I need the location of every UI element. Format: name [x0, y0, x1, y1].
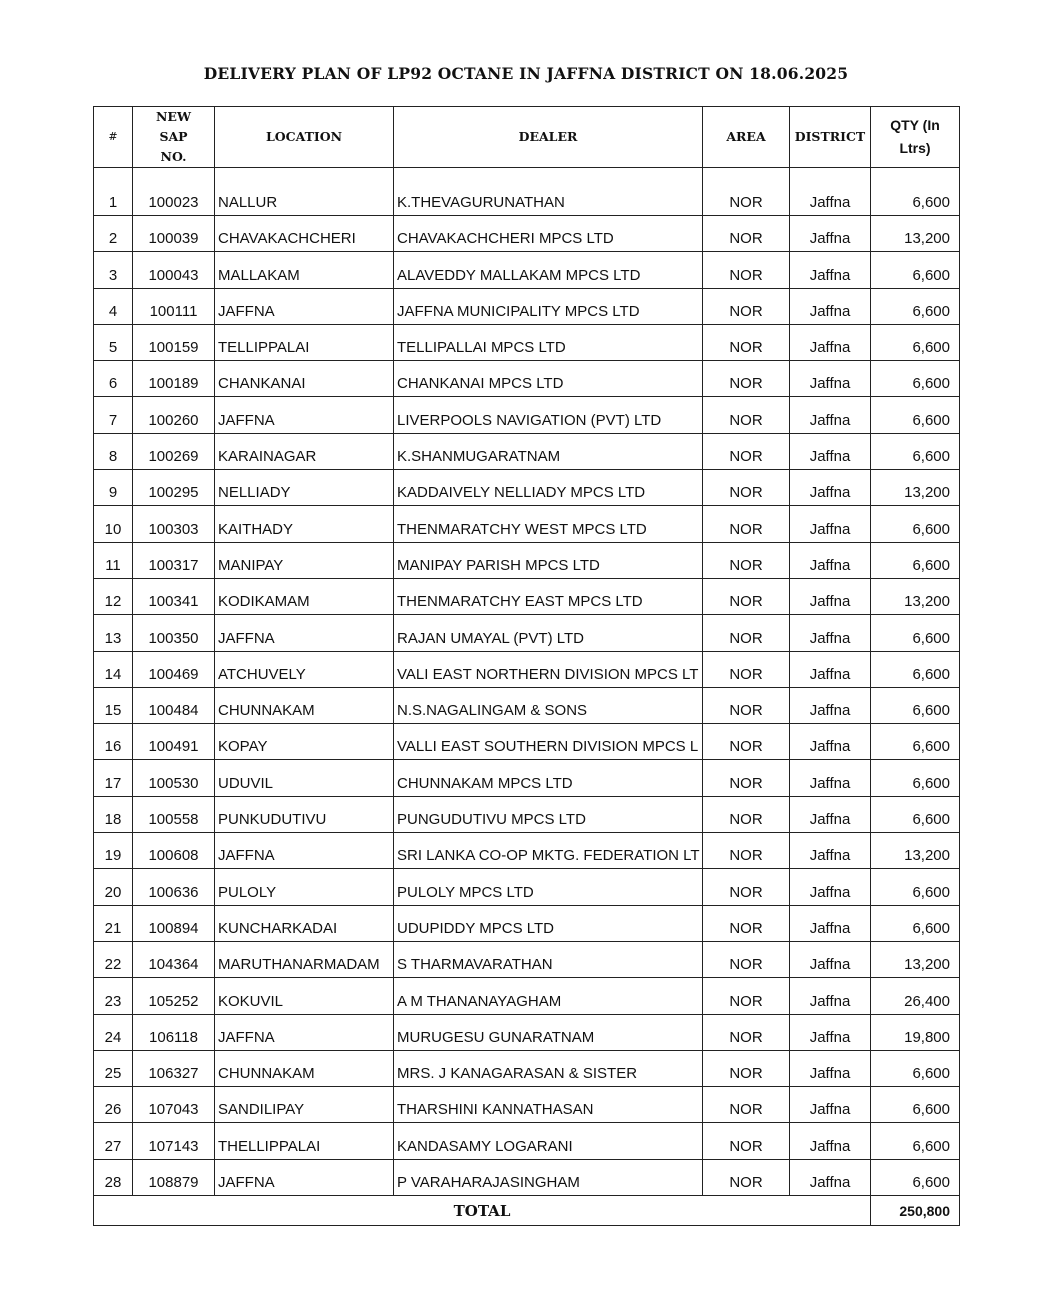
header-qty: QTY (In Ltrs) [871, 107, 960, 168]
table-row [94, 978, 960, 1014]
cell-location: JAFFNA [215, 397, 394, 433]
cell-sap-no: 100269 [133, 433, 215, 469]
cell-dealer: A M THANANAYAGHAM [394, 978, 703, 1014]
cell-location: SANDILIPAY [215, 1087, 394, 1123]
cell-location: NELLIADY [215, 470, 394, 506]
table-row [94, 397, 960, 433]
cell-sap-no: 100484 [133, 687, 215, 723]
cell-qty: 6,600 [871, 796, 960, 832]
cell-qty: 26,400 [871, 978, 960, 1014]
cell-sap-no: 100159 [133, 324, 215, 360]
cell-sap-no: 100043 [133, 252, 215, 288]
cell-qty: 13,200 [871, 216, 960, 252]
cell-location: KAITHADY [215, 506, 394, 542]
cell-dealer: S THARMAVARATHAN [394, 941, 703, 977]
cell-area: NOR [703, 869, 790, 905]
cell-dealer: MRS. J KANAGARASAN & SISTER [394, 1050, 703, 1086]
header-district: DISTRICT [790, 107, 871, 168]
cell-district: Jaffna [790, 760, 871, 796]
table-row [94, 1087, 960, 1123]
cell-sap-no: 100636 [133, 869, 215, 905]
cell-district: Jaffna [790, 905, 871, 941]
table-row [94, 869, 960, 905]
cell-district: Jaffna [790, 869, 871, 905]
cell-sap-no: 100111 [133, 288, 215, 324]
table-row [94, 833, 960, 869]
cell-district: Jaffna [790, 833, 871, 869]
cell-area: NOR [703, 941, 790, 977]
cell-area: NOR [703, 760, 790, 796]
cell-number: 26 [94, 1087, 133, 1123]
cell-location: ATCHUVELY [215, 651, 394, 687]
cell-district: Jaffna [790, 978, 871, 1014]
table-row [94, 433, 960, 469]
cell-district: Jaffna [790, 397, 871, 433]
table-row [94, 542, 960, 578]
header-location: LOCATION [215, 107, 394, 168]
cell-number: 3 [94, 252, 133, 288]
cell-district: Jaffna [790, 288, 871, 324]
cell-dealer: JAFFNA MUNICIPALITY MPCS LTD [394, 288, 703, 324]
cell-area: NOR [703, 651, 790, 687]
cell-location: CHANKANAI [215, 361, 394, 397]
cell-number: 28 [94, 1159, 133, 1195]
cell-location: KOPAY [215, 724, 394, 760]
cell-sap-no: 100341 [133, 578, 215, 614]
table-row [94, 578, 960, 614]
cell-number: 21 [94, 905, 133, 941]
cell-location: MALLAKAM [215, 252, 394, 288]
cell-number: 7 [94, 397, 133, 433]
cell-sap-no: 100303 [133, 506, 215, 542]
table-row [94, 252, 960, 288]
table-row [94, 470, 960, 506]
cell-district: Jaffna [790, 1087, 871, 1123]
cell-dealer: N.S.NAGALINGAM & SONS [394, 687, 703, 723]
table-row [94, 1050, 960, 1086]
cell-area: NOR [703, 905, 790, 941]
cell-district: Jaffna [790, 324, 871, 360]
cell-area: NOR [703, 324, 790, 360]
cell-sap-no: 100530 [133, 760, 215, 796]
cell-dealer: PULOLY MPCS LTD [394, 869, 703, 905]
cell-location: JAFFNA [215, 615, 394, 651]
cell-number: 22 [94, 941, 133, 977]
cell-district: Jaffna [790, 506, 871, 542]
header-sap-no: NEW SAP NO. [133, 107, 215, 168]
cell-sap-no: 100608 [133, 833, 215, 869]
cell-qty: 13,200 [871, 578, 960, 614]
cell-location: JAFFNA [215, 288, 394, 324]
cell-dealer: PUNGUDUTIVU MPCS LTD [394, 796, 703, 832]
cell-dealer: ALAVEDDY MALLAKAM MPCS LTD [394, 252, 703, 288]
table-row [94, 687, 960, 723]
cell-number: 12 [94, 578, 133, 614]
cell-sap-no: 100295 [133, 470, 215, 506]
table-row [94, 1014, 960, 1050]
cell-district: Jaffna [790, 361, 871, 397]
table-row [94, 288, 960, 324]
cell-qty: 6,600 [871, 397, 960, 433]
cell-location: PUNKUDUTIVU [215, 796, 394, 832]
header-area: AREA [703, 107, 790, 168]
table-row [94, 724, 960, 760]
cell-area: NOR [703, 833, 790, 869]
cell-area: NOR [703, 796, 790, 832]
table-header [94, 107, 960, 168]
cell-district: Jaffna [790, 941, 871, 977]
cell-sap-no: 100189 [133, 361, 215, 397]
cell-sap-no: 108879 [133, 1159, 215, 1195]
cell-qty: 6,600 [871, 506, 960, 542]
table-row [94, 1159, 960, 1195]
cell-number: 8 [94, 433, 133, 469]
table-row [94, 760, 960, 796]
cell-area: NOR [703, 168, 790, 216]
cell-number: 24 [94, 1014, 133, 1050]
table-footer [94, 1196, 960, 1226]
cell-location: JAFFNA [215, 1014, 394, 1050]
cell-dealer: THENMARATCHY EAST MPCS LTD [394, 578, 703, 614]
cell-location: KUNCHARKADAI [215, 905, 394, 941]
cell-district: Jaffna [790, 470, 871, 506]
table-row [94, 506, 960, 542]
cell-dealer: MANIPAY PARISH MPCS LTD [394, 542, 703, 578]
cell-location: CHAVAKACHCHERI [215, 216, 394, 252]
cell-sap-no: 100260 [133, 397, 215, 433]
cell-dealer: CHANKANAI MPCS LTD [394, 361, 703, 397]
table-row [94, 168, 960, 216]
cell-location: KARAINAGAR [215, 433, 394, 469]
cell-area: NOR [703, 724, 790, 760]
cell-qty: 6,600 [871, 760, 960, 796]
cell-sap-no: 100023 [133, 168, 215, 216]
cell-number: 15 [94, 687, 133, 723]
cell-number: 25 [94, 1050, 133, 1086]
cell-qty: 6,600 [871, 1050, 960, 1086]
cell-sap-no: 100491 [133, 724, 215, 760]
cell-qty: 6,600 [871, 905, 960, 941]
cell-sap-no: 106327 [133, 1050, 215, 1086]
cell-number: 20 [94, 869, 133, 905]
cell-qty: 6,600 [871, 615, 960, 651]
cell-area: NOR [703, 288, 790, 324]
cell-qty: 13,200 [871, 833, 960, 869]
cell-dealer: VALLI EAST SOUTHERN DIVISION MPCS L [394, 724, 703, 760]
cell-number: 27 [94, 1123, 133, 1159]
cell-qty: 6,600 [871, 687, 960, 723]
table-row [94, 361, 960, 397]
cell-qty: 19,800 [871, 1014, 960, 1050]
cell-qty: 6,600 [871, 1123, 960, 1159]
cell-qty: 6,600 [871, 252, 960, 288]
cell-district: Jaffna [790, 615, 871, 651]
cell-dealer: UDUPIDDY MPCS LTD [394, 905, 703, 941]
cell-location: MANIPAY [215, 542, 394, 578]
header-dealer: DEALER [394, 107, 703, 168]
cell-area: NOR [703, 252, 790, 288]
cell-area: NOR [703, 542, 790, 578]
cell-dealer: SRI LANKA CO-OP MKTG. FEDERATION LT [394, 833, 703, 869]
cell-area: NOR [703, 687, 790, 723]
cell-dealer: VALI EAST NORTHERN DIVISION MPCS LT [394, 651, 703, 687]
cell-sap-no: 100350 [133, 615, 215, 651]
cell-area: NOR [703, 1159, 790, 1195]
cell-location: MARUTHANARMADAM [215, 941, 394, 977]
cell-sap-no: 104364 [133, 941, 215, 977]
table-body [94, 168, 960, 1196]
cell-qty: 6,600 [871, 433, 960, 469]
cell-location: KOKUVIL [215, 978, 394, 1014]
cell-number: 23 [94, 978, 133, 1014]
cell-qty: 6,600 [871, 288, 960, 324]
cell-number: 18 [94, 796, 133, 832]
cell-dealer: K.SHANMUGARATNAM [394, 433, 703, 469]
cell-district: Jaffna [790, 168, 871, 216]
cell-area: NOR [703, 978, 790, 1014]
cell-district: Jaffna [790, 796, 871, 832]
cell-sap-no: 100894 [133, 905, 215, 941]
cell-sap-no: 100039 [133, 216, 215, 252]
cell-qty: 6,600 [871, 869, 960, 905]
cell-dealer: P VARAHARAJASINGHAM [394, 1159, 703, 1195]
cell-area: NOR [703, 397, 790, 433]
cell-district: Jaffna [790, 724, 871, 760]
cell-area: NOR [703, 470, 790, 506]
header-number: # [94, 107, 133, 168]
cell-dealer: CHUNNAKAM MPCS LTD [394, 760, 703, 796]
cell-number: 10 [94, 506, 133, 542]
cell-qty: 6,600 [871, 724, 960, 760]
cell-qty: 6,600 [871, 542, 960, 578]
cell-number: 9 [94, 470, 133, 506]
cell-location: TELLIPPALAI [215, 324, 394, 360]
cell-location: KODIKAMAM [215, 578, 394, 614]
cell-number: 5 [94, 324, 133, 360]
cell-district: Jaffna [790, 651, 871, 687]
table-row [94, 796, 960, 832]
table-row [94, 1123, 960, 1159]
cell-dealer: RAJAN UMAYAL (PVT) LTD [394, 615, 703, 651]
cell-area: NOR [703, 433, 790, 469]
cell-number: 16 [94, 724, 133, 760]
cell-location: CHUNNAKAM [215, 687, 394, 723]
cell-area: NOR [703, 216, 790, 252]
cell-number: 4 [94, 288, 133, 324]
cell-area: NOR [703, 1050, 790, 1086]
cell-district: Jaffna [790, 252, 871, 288]
cell-dealer: K.THEVAGURUNATHAN [394, 168, 703, 216]
cell-dealer: KADDAIVELY NELLIADY MPCS LTD [394, 470, 703, 506]
cell-area: NOR [703, 1014, 790, 1050]
cell-district: Jaffna [790, 216, 871, 252]
cell-sap-no: 105252 [133, 978, 215, 1014]
cell-dealer: THARSHINI KANNATHASAN [394, 1087, 703, 1123]
cell-sap-no: 100558 [133, 796, 215, 832]
cell-location: THELLIPPALAI [215, 1123, 394, 1159]
cell-dealer: MURUGESU GUNARATNAM [394, 1014, 703, 1050]
cell-dealer: LIVERPOOLS NAVIGATION (PVT) LTD [394, 397, 703, 433]
cell-location: UDUVIL [215, 760, 394, 796]
table-row [94, 905, 960, 941]
cell-location: JAFFNA [215, 1159, 394, 1195]
cell-sap-no: 100469 [133, 651, 215, 687]
cell-area: NOR [703, 506, 790, 542]
cell-qty: 6,600 [871, 361, 960, 397]
cell-sap-no: 107143 [133, 1123, 215, 1159]
cell-location: JAFFNA [215, 833, 394, 869]
cell-district: Jaffna [790, 578, 871, 614]
cell-number: 6 [94, 361, 133, 397]
cell-number: 17 [94, 760, 133, 796]
cell-location: PULOLY [215, 869, 394, 905]
cell-location: CHUNNAKAM [215, 1050, 394, 1086]
table-row [94, 941, 960, 977]
page-title: DELIVERY PLAN OF LP92 OCTANE IN JAFFNA DISTRICT ON 18.06.2025 [203, 64, 849, 83]
cell-number: 11 [94, 542, 133, 578]
cell-area: NOR [703, 615, 790, 651]
cell-number: 1 [94, 168, 133, 216]
cell-qty: 6,600 [871, 1159, 960, 1195]
cell-qty: 6,600 [871, 168, 960, 216]
cell-dealer: TELLIPALLAI MPCS LTD [394, 324, 703, 360]
cell-qty: 6,600 [871, 651, 960, 687]
cell-number: 2 [94, 216, 133, 252]
cell-qty: 6,600 [871, 1087, 960, 1123]
cell-sap-no: 100317 [133, 542, 215, 578]
cell-area: NOR [703, 578, 790, 614]
cell-dealer: THENMARATCHY WEST MPCS LTD [394, 506, 703, 542]
table-row [94, 324, 960, 360]
cell-area: NOR [703, 361, 790, 397]
cell-district: Jaffna [790, 1014, 871, 1050]
cell-district: Jaffna [790, 1050, 871, 1086]
cell-district: Jaffna [790, 687, 871, 723]
cell-area: NOR [703, 1123, 790, 1159]
cell-district: Jaffna [790, 433, 871, 469]
table-row [94, 651, 960, 687]
total-label: TOTAL [94, 1196, 871, 1226]
cell-district: Jaffna [790, 542, 871, 578]
cell-district: Jaffna [790, 1159, 871, 1195]
cell-number: 19 [94, 833, 133, 869]
cell-location: NALLUR [215, 168, 394, 216]
table-row [94, 615, 960, 651]
cell-dealer: KANDASAMY LOGARANI [394, 1123, 703, 1159]
cell-qty: 13,200 [871, 470, 960, 506]
cell-sap-no: 107043 [133, 1087, 215, 1123]
cell-sap-no: 106118 [133, 1014, 215, 1050]
total-value: 250,800 [871, 1196, 960, 1226]
cell-area: NOR [703, 1087, 790, 1123]
cell-number: 13 [94, 615, 133, 651]
cell-district: Jaffna [790, 1123, 871, 1159]
table-row [94, 216, 960, 252]
cell-qty: 6,600 [871, 324, 960, 360]
cell-dealer: CHAVAKACHCHERI MPCS LTD [394, 216, 703, 252]
delivery-plan-table [93, 106, 960, 1226]
cell-qty: 13,200 [871, 941, 960, 977]
cell-number: 14 [94, 651, 133, 687]
